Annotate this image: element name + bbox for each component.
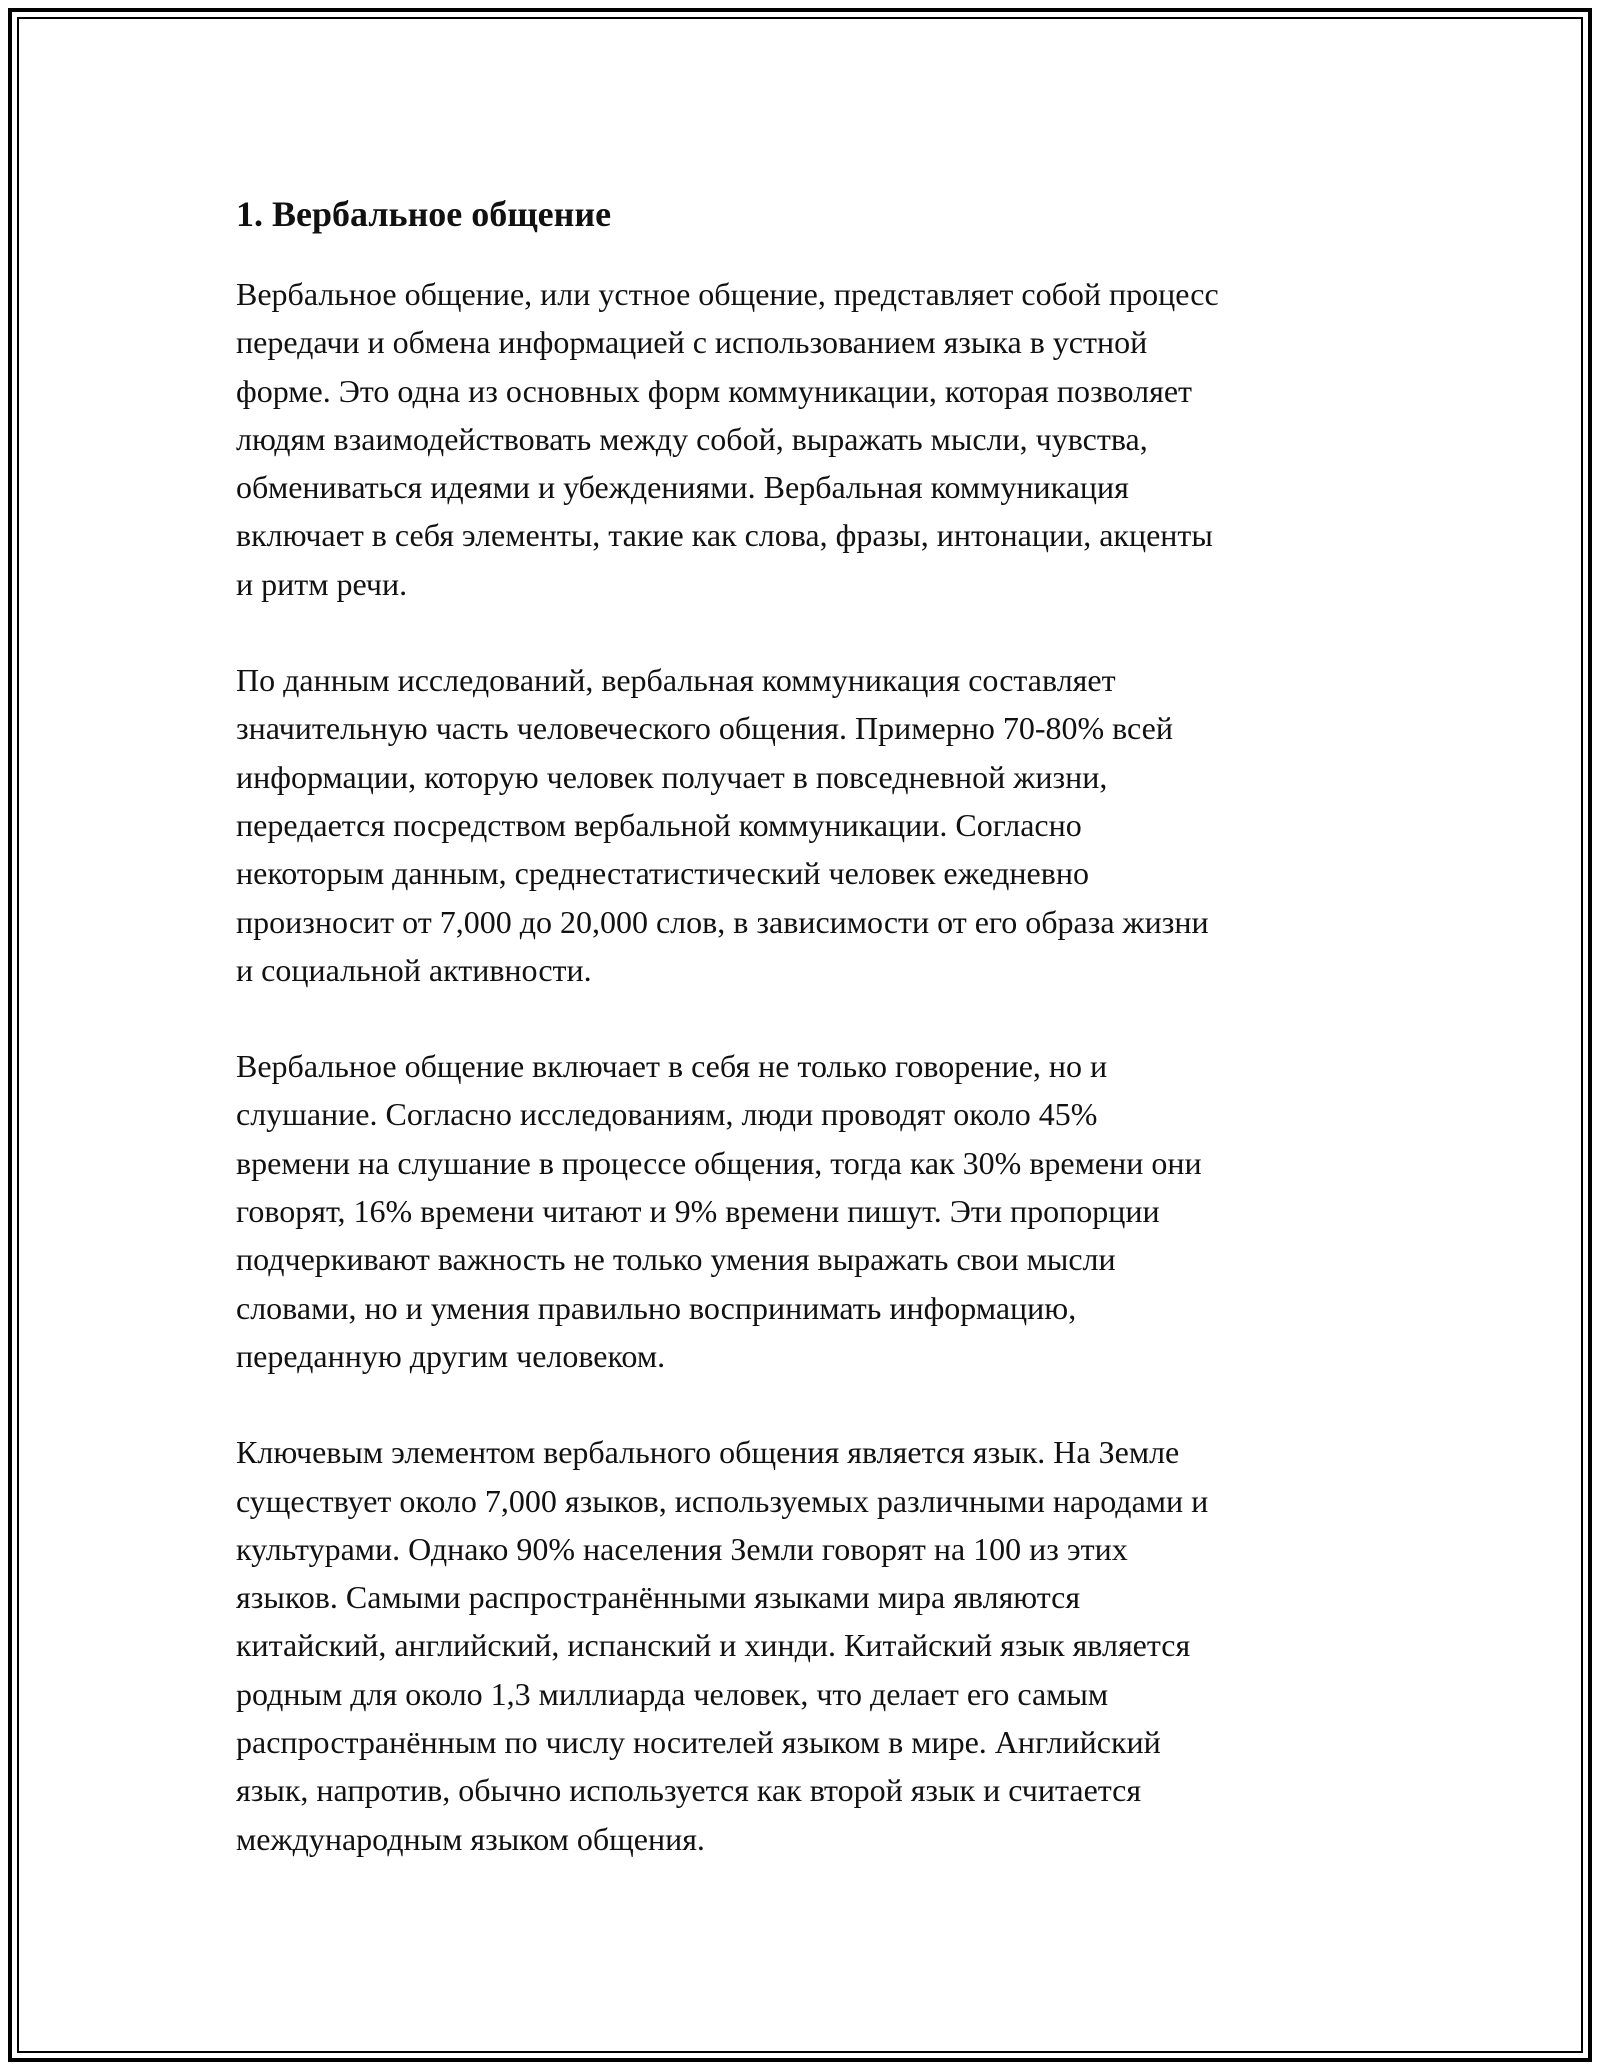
- document-body: [236, 186, 1364, 1911]
- text-line: распространённым по числу носителей языком в мире. Английский: [236, 1724, 1161, 1761]
- text-line: международным языком общения.: [236, 1820, 705, 1857]
- text-line: По данным исследований, вербальная коммуникация составляет: [236, 662, 1116, 699]
- text-line: родным для около 1,3 миллиарда человек, что делает его самым: [236, 1675, 1109, 1712]
- paragraph-1: [236, 270, 1364, 608]
- paragraph-2: [236, 656, 1364, 994]
- text-line: передачи и обмена информацией с использованием языка в устной: [236, 324, 1148, 361]
- text-line: язык, напротив, обычно используется как второй язык и считается: [236, 1772, 1142, 1809]
- text-line: значительную часть человеческого общения. Примерно 70-80% всей: [236, 710, 1173, 747]
- text-line: слушание. Согласно исследованиям, люди проводят около 45%: [236, 1096, 1098, 1133]
- text-line: передается посредством вербальной коммуникации. Согласно: [236, 806, 1082, 843]
- text-line: форме. Это одна из основных форм коммуникации, которая позволяет: [236, 372, 1192, 409]
- text-line: некоторым данным, среднестатистический человек ежедневно: [236, 855, 1089, 892]
- paragraph-3: [236, 1042, 1364, 1380]
- text-line: существует около 7,000 языков, используемых различными народами и: [236, 1482, 1209, 1519]
- text-line: подчеркивают важность не только умения выражать свои мысли: [236, 1241, 1116, 1278]
- text-line: информации, которую человек получает в повседневной жизни,: [236, 758, 1108, 795]
- text-line: говорят, 16% времени читают и 9% времени пишут. Эти пропорции: [236, 1193, 1160, 1230]
- text-line: языков. Самыми распространёнными языками мира являются: [236, 1579, 1081, 1616]
- text-line: культурами. Однако 90% населения Земли говорят на 100 из этих: [236, 1530, 1128, 1567]
- text-line: словами, но и умения правильно воспринимать информацию,: [236, 1289, 1077, 1326]
- text-line: обмениваться идеями и убеждениями. Вербальная коммуникация: [236, 469, 1129, 506]
- text-line: китайский, английский, испанский и хинди. Китайский язык является: [236, 1627, 1191, 1664]
- text-line: и социальной активности.: [236, 951, 592, 988]
- text-line: и ритм речи.: [236, 565, 408, 602]
- text-line: людям взаимодействовать между собой, выражать мысли, чувства,: [236, 420, 1148, 457]
- text-line: переданную другим человеком.: [236, 1337, 666, 1374]
- text-line: включает в себя элементы, такие как слова, фразы, интонации, акценты: [236, 517, 1213, 554]
- paragraph-4: [236, 1428, 1364, 1863]
- text-line: времени на слушание в процессе общения, тогда как 30% времени они: [236, 1144, 1202, 1181]
- text-line: Вербальное общение включает в себя не только говорение, но и: [236, 1048, 1108, 1085]
- text-line: произносит от 7,000 до 20,000 слов, в зависимости от его образа жизни: [236, 903, 1209, 940]
- text-line: Вербальное общение, или устное общение, представляет собой процесс: [236, 276, 1219, 312]
- text-line: Ключевым элементом вербального общения является язык. На Земле: [236, 1434, 1180, 1471]
- section-heading: 1. Вербальное общение: [236, 194, 612, 234]
